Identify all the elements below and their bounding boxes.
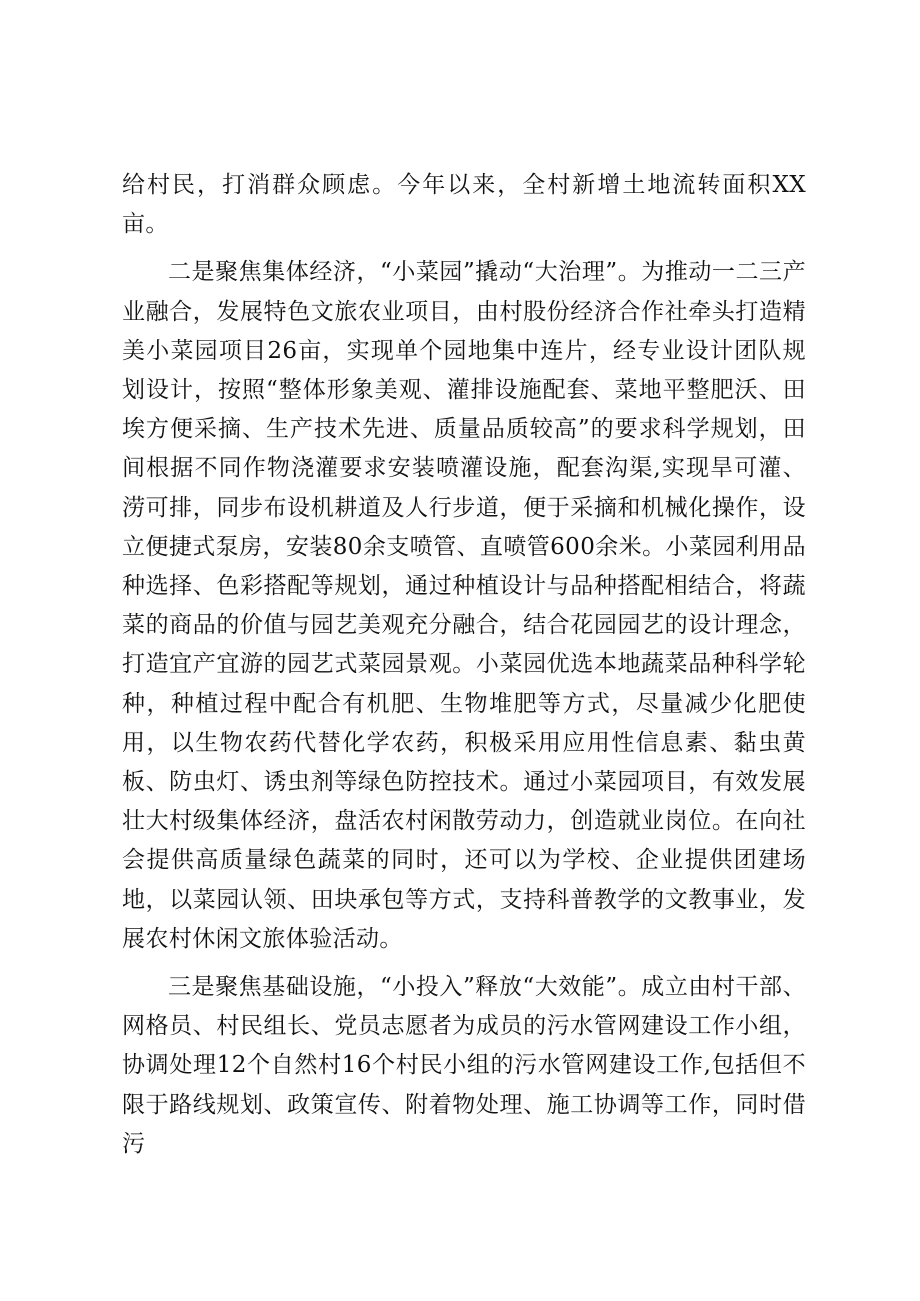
paragraph-continuation: 给村民，打消群众顾虑。今年以来，全村新增土地流转面积XX亩。 [122, 172, 806, 238]
paragraph-infrastructure: 三是聚焦基础设施，“小投入”释放“大效能”。成立由村干部、网格员、村民组长、党员志愿者为成员的污水管网建设工作小组，协调处理12个自然村16个村民小组的污水管网建设工作,包括但不限于路线规划、政策宣传、附着物处理、施工协调等工作，同时借污 [122, 974, 806, 1157]
paragraph-collective-economy: 二是聚焦集体经济，“小菜园”撬动“大治理”。为推动一二三产业融合，发展特色文旅农业项目，由村股份经济合作社牵头打造精美小菜园项目26亩，实现单个园地集中连片，经专业设计团队规划设计，按照“整体形象美观、灌排设施配套、菜地平整肥沃、田埃方便采摘、生产技术先进、质量品质较高”的要求科学规划，田间根据不同作物浇灌要求安装喷灌设施，配套沟渠,实现旱可灌、涝可排，同步布设机耕道及人行步道，便于采摘和机械化操作，设立便捷式泵房，安装80余支喷管、直喷管600余米。小菜园利用品种选择、色彩搭配等规划，通过种植设计与品种搭配相结合，将蔬菜的商品的价值与园艺美观充分融合，结合花园园艺的设计理念，打造宜产宜游的园艺式菜园景观。小菜园优选本地蔬菜品种科学轮种，种植过程中配合有机肥、生物堆肥等方式，尽量减少化肥使用，以生物农药代替化学农药，积极采用应用性信息素、黏虫黄板、防虫灯、诱虫剂等绿色防控技术。通过小菜园项目，有效发展壮大村级集体经济，盘活农村闲散劳动力，创造就业岗位。在向社会提供高质量绿色蔬菜的同时，还可以为学校、企业提供团建场地，以菜园认领、田块承包等方式，支持科普教学的文教事业，发展农村休闲文旅体验活动。 [122, 259, 806, 952]
document-body [122, 166, 806, 1164]
